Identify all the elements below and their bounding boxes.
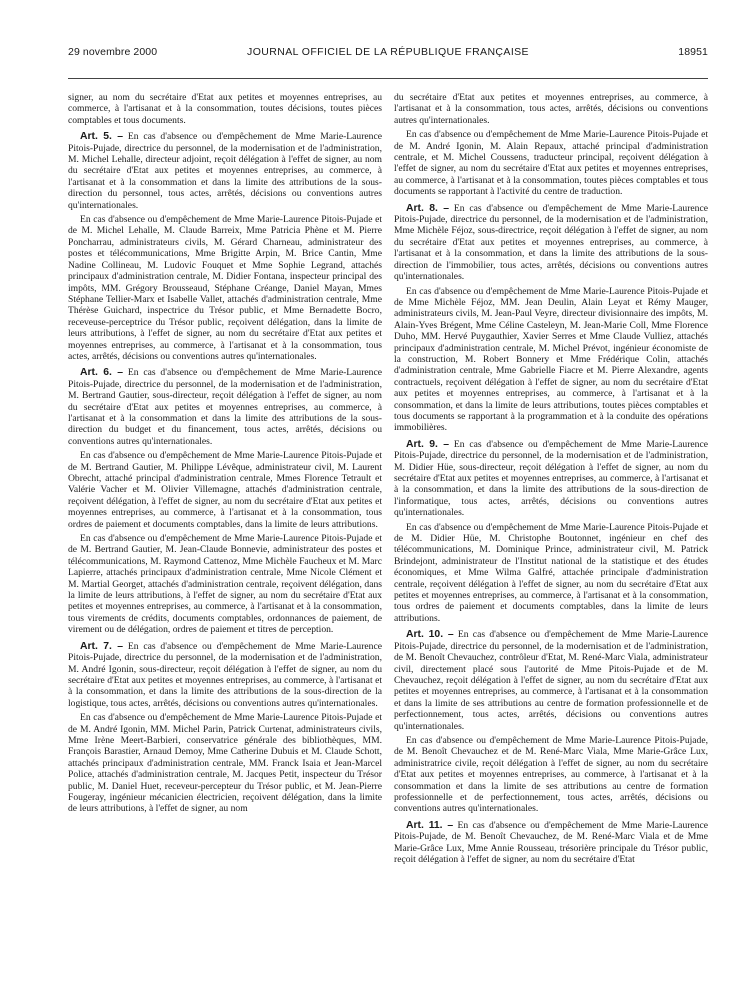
article-text: En cas d'absence ou d'empêchement de Mme Marie-Laurence Pitois-Pujade, directrice du personnel, de la modernisation et de l'administration, Mme Michèle Féjoz, sous-directrice, reçoit délégation à l'effet de signer, au nom du secrétaire d'Etat aux petites et moyennes entreprises, au commerce, à l'artisanat et à la consommation, et dans la limite des attributions de la sous-direction de l'immobilier, tous actes, arrêtés, décisions ou conventions autres qu'internationales.	[394, 202, 708, 283]
article-heading: Art. 7. –	[80, 640, 123, 652]
article-paragraph	[68, 367, 382, 447]
article-heading: Art. 9. –	[406, 438, 449, 450]
continued-paragraph: du secrétaire d'Etat aux petites et moyennes entreprises, au commerce, à l'artisanat et à la consommation, tous actes, arrêtés, décisions ou conventions autres qu'internationales.	[394, 92, 708, 126]
article-heading: Art. 8. –	[406, 202, 449, 214]
article-heading: Art. 6. –	[80, 367, 123, 379]
continued-paragraph: signer, au nom du secrétaire d'Etat aux petites et moyennes entreprises, au commerce, à l'artisanat et à la consommation, toutes décisions, toutes pièces comptables et tous documents.	[68, 92, 382, 126]
page-header	[68, 46, 708, 62]
header-page-number: 18951	[678, 46, 708, 58]
paragraph: En cas d'absence ou d'empêchement de Mme Marie-Laurence Pitois-Pujade, de M. Benoît Chevauchez et de M. René-Marc Viala, Mme Marie-Grâce Lux, administratrice civile, reçoit délégation à l'effet de signer, au nom du secrétaire d'Etat aux petites et moyennes entreprises, au commerce, à l'artisanat et à la consommation et dans la limite de ses attributions au centre de formation professionnelle et de perfectionnement, tous actes, arrêtés, décisions ou conventions autres qu'internationales.	[394, 734, 708, 815]
article-text: En cas d'absence ou d'empêchement de Mme Marie-Laurence Pitois-Pujade, directrice du personnel, de la modernisation et de l'administration, M. Didier Hüe, sous-directeur, reçoit délégation à l'effet de signer, au nom du secrétaire d'Etat aux petites et moyennes entreprises, au commerce, à l'artisanat et à la consommation, et dans la limite des attributions de la sous-direction de l'informatique, tous actes, arrêtés, décisions ou conventions autres qu'internationales.	[394, 438, 708, 519]
article-paragraph	[394, 629, 708, 732]
header-date: 29 novembre 2000	[68, 46, 158, 58]
paragraph: En cas d'absence ou d'empêchement de Mme Marie-Laurence Pitois-Pujade et de M. Bertrand Gautier, M. Philippe Lévêque, administrateur civil, M. Laurent Obrecht, attaché principal d'administration centrale, Mmes Florence Tetrault et Valérie Vacher et M. Olivier Villemagne, attachés d'administration centrale, reçoivent délégation, à l'effet de signer, au nom du secrétaire d'Etat aux petites et moyennes entreprises, au commerce, à l'artisanat et à la consommation, tous ordres de paiement et documents comptables, dans la limite de leurs attributions.	[68, 450, 382, 530]
article-heading: Art. 5. –	[80, 131, 123, 143]
header-rule	[68, 78, 708, 79]
text-columns	[68, 92, 708, 984]
paragraph: En cas d'absence ou d'empêchement de Mme Marie-Laurence Pitois-Pujade et de M. André Igonin, MM. Michel Parin, Patrick Curtenat, administrateurs civils, Mme Irène Meert-Barbieri, conservatrice générale des bibliothèques, MM. François Barastier, Arnaud Demoy, Mme Catherine Dubuis et M. Claude Schott, attachés principaux d'administration centrale, MM. Franck Isaia et Jean-Marcel Police, attachés d'administration centrale, M. Jacques Petit, inspecteur du Trésor public, M. Daniel Huet, receveur-percepteur du Trésor public, et M. Jean-Pierre Fougeray, ingénieur mécanicien électricien, reçoivent délégation, dans la limite de leurs attributions, à l'effet de signer, au nom	[68, 712, 382, 815]
article-paragraph	[68, 641, 382, 709]
paragraph: En cas d'absence ou d'empêchement de Mme Marie-Laurence Pitois-Pujade et de M. Bertrand Gautier, M. Jean-Claude Bonnevie, administrateur des postes et télécommunications, M. Raymond Cattenoz, Mme Michèle Faucheux et M. Marc Lapierre, attachés principaux d'administration centrale, Mme Nicole Clément et M. Martial Georget, attachés d'administration centrale, reçoivent délégation, dans la limite de leurs attributions, à l'effet de signer, au nom du secrétaire d'Etat aux petites et moyennes entreprises, au commerce, à l'artisanat et à la consommation, tous virements de crédits, documents comptables, ordonnances de paiement, de virement ou de délégation, ordres de paiement et titres de perception.	[68, 533, 382, 636]
article-heading: Art. 10. –	[406, 629, 454, 641]
article-text: En cas d'absence ou d'empêchement de Mme Marie-Laurence Pitois-Pujade, directrice du personnel, de la modernisation et de l'administration, de M. Benoît Chevauchez, contrôleur d'Etat, M. René-Marc Viala, administrateur civil, directement placé sous l'autorité de Mme Pitois-Pujade et de M. Chevauchez, reçoit délégation à l'effet de signer, au nom du secrétaire d'Etat aux petites et moyennes entreprises, au commerce, à l'artisanat et à la consommation et dans la limite de ses attributions au centre de formation professionnelle et de perfectionnement, tous actes, arrêtés, décisions ou conventions autres qu'internationales.	[394, 629, 708, 732]
article-text: En cas d'absence ou d'empêchement de Mme Marie-Laurence Pitois-Pujade, directrice du personnel, de la modernisation et de l'administration, M. Michel Lehalle, directeur adjoint, reçoit délégation à l'effet de signer, au nom du secrétaire d'Etat aux petites et moyennes entreprises, au commerce, à l'artisanat et à la consommation et dans la limite des attributions de la sous-direction du personnel, tous actes, arrêtés, décisions ou conventions autres qu'internationales.	[68, 131, 382, 211]
paragraph: En cas d'absence ou d'empêchement de Mme Marie-Laurence Pitois-Pujade et de M. Didier Hüe, M. Christophe Boutonnet, ingénieur en chef des télécommunications, M. Dominique Prince, administrateur civil, M. Patrick Brindejont, administrateur de l'Institut national de la statistique et des études économiques, et Mme Wilma Galfré, attachée principale d'administration centrale, reçoivent délégation à l'effet de signer, au nom du secrétaire d'Etat aux petites et moyennes entreprises, au commerce, à l'artisanat et à la consommation, tous ordres de paiement et documents comptables, dans la limite de leurs attributions.	[394, 521, 708, 624]
paragraph: En cas d'absence ou d'empêchement de Mme Marie-Laurence Pitois-Pujade et de M. André Igonin, M. Alain Repaux, attaché principal d'administration centrale, et M. Michel Coussens, traducteur principal, reçoivent délégation à l'effet de signer, au nom du secrétaire d'Etat aux petites et moyennes entreprises, au commerce, à l'artisanat et à la consommation, toutes pièces comptables et tous documents se rapportant à l'activité du centre de traduction.	[394, 129, 708, 198]
header-title: JOURNAL OFFICIEL DE LA RÉPUBLIQUE FRANÇAISE	[247, 46, 529, 58]
article-paragraph	[394, 203, 708, 283]
right-column	[394, 92, 708, 984]
paragraph: En cas d'absence ou d'empêchement de Mme Marie-Laurence Pitois-Pujade et de M. Michel Lehalle, M. Claude Barreix, Mme Patricia Phène et M. Pierre Poncharrau, administrateurs civils, M. Gérard Charneau, administrateur des postes et télécommunications, Mme Brigitte Arpin, M. Brice Cantin, Mme Nadine Collineau, M. Ludovic Fouquet et Mme Sophie Legrand, attachés principaux d'administration centrale, M. Didier Fontana, inspecteur principal des impôts, MM. Grégory Brousseaud, Stéphane Créange, Daniel Mayan, Mmes Stéphane Tellier-Marx et Isabelle Vallet, attachés d'administration centrale, Mme Thérèse Guichard, inspectrice du Trésor public, et Mme Bernadette Bocro, receveuse-perceptrice du Trésor public, reçoivent délégation, dans la limite de leurs attributions, à l'effet de signer, au nom du secrétaire d'Etat aux petites et moyennes entreprises, au commerce, à l'artisanat et à la consommation, tous actes, arrêtés, décisions ou conventions autres qu'internationales.	[68, 214, 382, 362]
article-paragraph	[394, 439, 708, 519]
paragraph: En cas d'absence ou d'empêchement de Mme Marie-Laurence Pitois-Pujade et de Mme Michèle Féjoz, MM. Jean Deulin, Alain Leyat et Rémy Mauger, administrateurs civils, M. Jean-Paul Veyre, directeur divisionnaire des impôts, M. Alain-Yves Brégent, Mme Céline Casteleyn, M. Jean-Marie Coll, Mme Florence Duho, MM. Hervé Puygauthier, Xavier Serres et Mme Claude Vulliez, attachés principaux d'administration centrale, M. Michel Prévot, ingénieur économiste de la construction, M. Robert Bonnery et Mme Frédérique Colin, attachés d'administration centrale, Mme Gabrielle Fiacre et M. Pierre Alexandre, agents contractuels, reçoivent délégation à l'effet de signer, au nom du secrétaire d'Etat aux petites et moyennes entreprises, au commerce, à l'artisanat et à la consommation, et dans la limite de leurs attributions, toutes pièces comptables et tous documents se rapportant à la programmation et à la conduite des opérations immobilières.	[394, 285, 708, 434]
article-text: En cas d'absence ou d'empêchement de Mme Marie-Laurence Pitois-Pujade, directrice du personnel, de la modernisation et de l'administration, M. André Igonin, sous-directeur, reçoit délégation à l'effet de signer, au nom du secrétaire d'Etat aux petites et moyennes entreprises, au commerce, à l'artisanat et à la consommation, et dans la limite des attributions de la sous-direction de la logistique, tous actes, arrêtés, décisions ou conventions autres qu'internationales.	[68, 640, 382, 709]
article-text: En cas d'absence ou d'empêchement de Mme Marie-Laurence Pitois-Pujade, de M. Benoît Chevauchez, de M. René-Marc Viala et de Mme Marie-Grâce Lux, Mme Annie Rousseau, trésorière principale du Trésor public, reçoit délégation à l'effet de signer, au nom du secrétaire d'Etat	[394, 819, 708, 865]
left-column	[68, 92, 382, 984]
article-paragraph	[394, 820, 708, 866]
article-text: En cas d'absence ou d'empêchement de Mme Marie-Laurence Pitois-Pujade, directrice du personnel, de la modernisation et de l'administration, M. Bertrand Gautier, sous-directeur, reçoit délégation à l'effet de signer, au nom du secrétaire d'Etat aux petites et moyennes entreprises, au commerce, à l'artisanat et à la consommation et dans la limite des attributions de la sous-direction du budget et du financement, tous actes, arrêtés, décisions ou conventions autres qu'internationales.	[68, 367, 382, 447]
article-heading: Art. 11. –	[406, 819, 454, 831]
article-paragraph	[68, 131, 382, 211]
